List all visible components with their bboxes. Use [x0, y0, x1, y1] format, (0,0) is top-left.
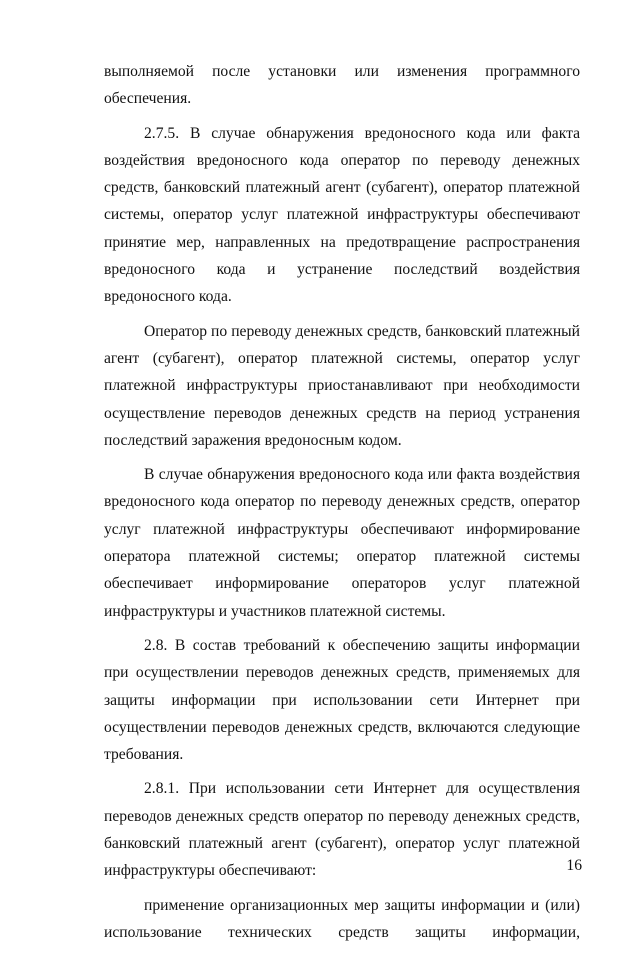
paragraph-2-8-1: 2.8.1. При использовании сети Интернет для осуществления переводов денежных средств оператор по переводу денежных средств, банковский платежный агент (субагент), оператор услуг платежной инфраструктуры обеспечивают: [104, 780, 580, 880]
paragraph-measures: применение организационных мер защиты информации и (или) использование технических средств защиты информации, [104, 896, 580, 941]
page-number: 16 [566, 857, 582, 874]
paragraph-2-8: 2.8. В состав требований к обеспечению защиты информации при осуществлении переводов денежных средств, применяемых для защиты информации при использовании сети Интернет при осуществлении переводов денежных средств, включаются следующие требования. [104, 636, 580, 764]
paragraph-2-7-5: 2.7.5. В случае обнаружения вредоносного кода или факта воздействия вредоносного кода оператор по переводу денежных средств, банковский платежный агент (субагент), оператор платежной системы, оператор услуг платежной инфраструктуры обеспечивают принятие мер, направленных на предотвращение распространения вредоносного кода и устранение последствий воздействия вредоносного кода. [104, 124, 580, 306]
paragraph-continuation: выполняемой после установки или изменения программного обеспечения. [104, 63, 580, 108]
document-body [104, 58, 580, 953]
paragraph-operator-suspension: Оператор по переводу денежных средств, банковский платежный агент (субагент), оператор платежной системы, оператор услуг платежной инфраструктуры приостанавливают при необходимости осуществление переводов денежных средств на период устранения последствий заражения вредоносным кодом. [104, 322, 580, 449]
paragraph-informing: В случае обнаружения вредоносного кода или факта воздействия вредоносного кода оператор по переводу денежных средств, оператор услуг платежной инфраструктуры обеспечивают информирование оператора платежной системы; оператор платежной системы обеспечивает информирование операторов услуг платежной инфраструктуры и участников платежной системы. [104, 466, 580, 620]
